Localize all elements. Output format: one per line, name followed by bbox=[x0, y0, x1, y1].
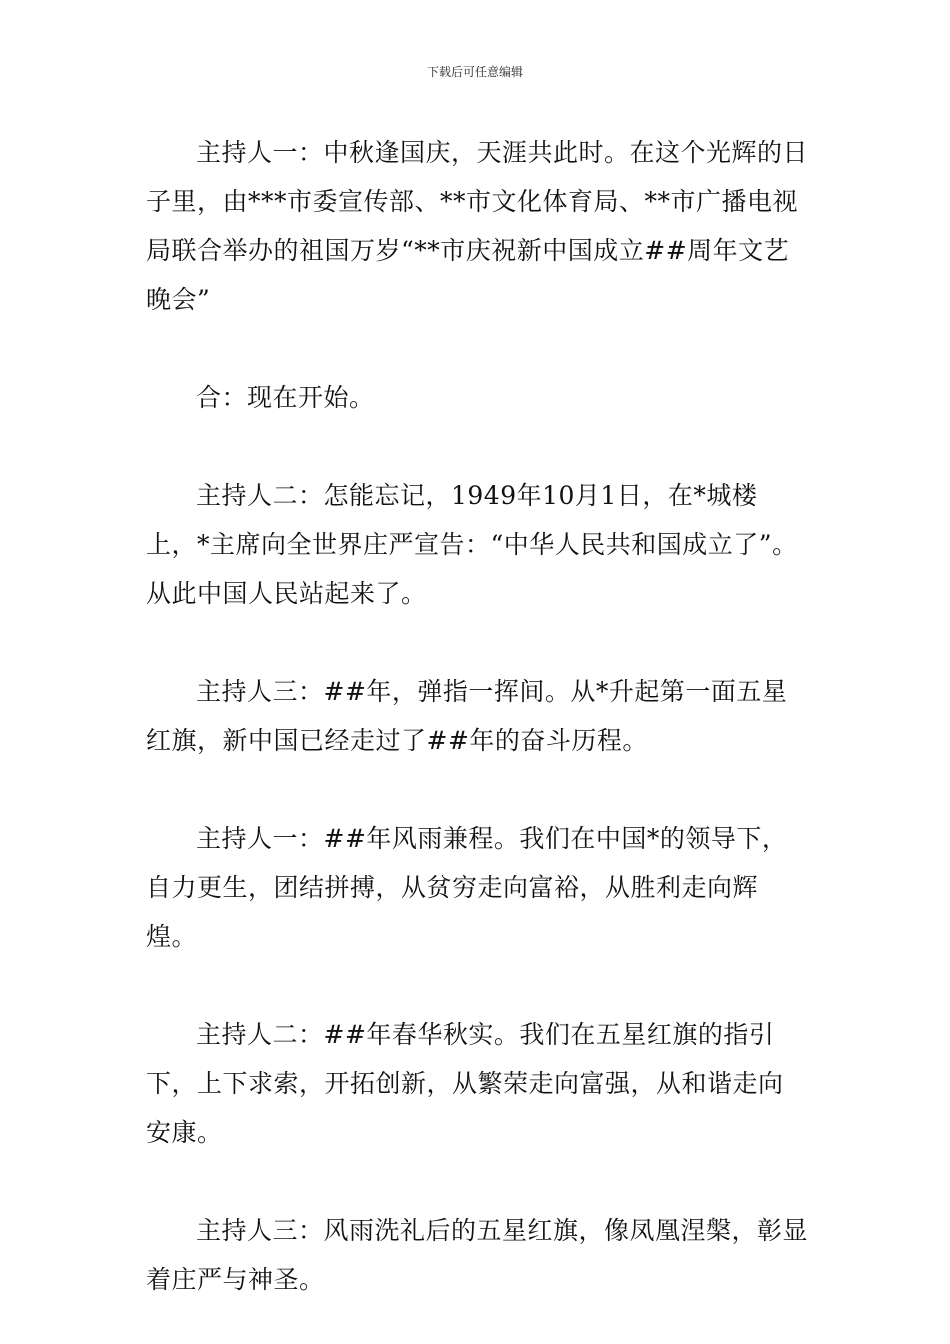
paragraph: 主持人二：##年春华秋实。我们在五星红旗的指引下，上下求索，开拓创新，从繁荣走向富强，从和谐走向安康。 bbox=[146, 1020, 784, 1147]
paragraph-gap bbox=[146, 765, 808, 814]
page-header-note: 下载后可任意编辑 bbox=[426, 65, 523, 79]
paragraph: 主持人一：中秋逢国庆，天涯共此时。在这个光辉的日子里，由***市委宣传部、**市文化体育局、**市广播电视局联合举办的祖国万岁“**市庆祝新中国成立##周年文艺晚会” bbox=[146, 138, 809, 314]
paragraph-gap bbox=[146, 1157, 808, 1206]
paragraph-gap bbox=[146, 961, 808, 1010]
paragraph-gap bbox=[146, 618, 808, 667]
paragraph-gap bbox=[146, 324, 808, 373]
paragraph: 主持人三：风雨洗礼后的五星红旗，像凤凰涅槃，彰显着庄严与神圣。 bbox=[146, 1216, 809, 1294]
paragraph: 主持人三：##年，弹指一挥间。从*升起第一面五星红旗，新中国已经走过了##年的奋斗历程。 bbox=[146, 677, 788, 755]
paragraph-gap bbox=[146, 422, 808, 471]
paragraph: 主持人一：##年风雨兼程。我们在中国*的领导下，自力更生，团结拼搏，从贫穷走向富裕，从胜利走向辉煌。 bbox=[146, 824, 788, 951]
paragraph: 合：现在开始。 bbox=[196, 383, 375, 412]
document-body bbox=[146, 128, 808, 1304]
paragraph: 主持人二：怎能忘记，1949年10月1日，在*城楼上，*主席向全世界庄严宣告：“中华人民共和国成立了”。从此中国人民站起来了。 bbox=[146, 481, 798, 608]
